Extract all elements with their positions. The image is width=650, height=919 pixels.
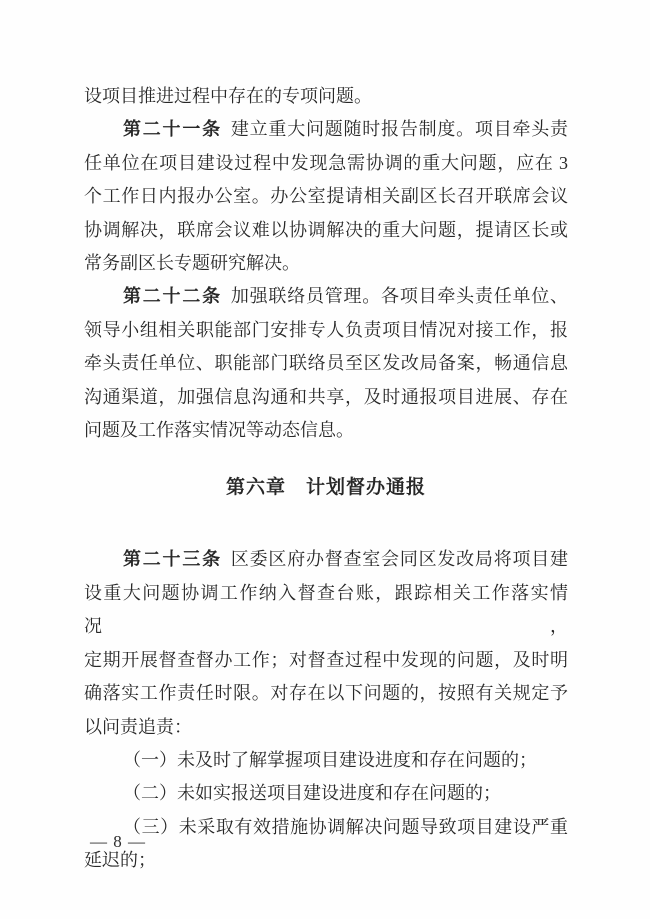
line-text: 沟通渠道，加强信息沟通和共享，及时通报项目进展、存在 xyxy=(84,386,568,407)
line-text: 个工作日内报办公室。办公室提请相关副区长召开联席会议 xyxy=(84,186,568,207)
article-label: 第二十一条 xyxy=(123,119,222,140)
text-line xyxy=(84,180,568,213)
chapter-heading-text: 第六章 计划督办通报 xyxy=(225,477,426,499)
text-line xyxy=(84,247,568,280)
line-text: （三）未采取有效措施协调解决问题导致项目建设严重 xyxy=(123,816,568,837)
line-text: 设项目推进过程中存在的专项问题。 xyxy=(84,86,372,106)
line-text: 协调解决，联席会议难以协调解决的重大问题，提请区长或 xyxy=(84,219,568,240)
text-line xyxy=(84,844,568,877)
article-21-line xyxy=(84,113,568,146)
line-text: 任单位在项目建设过程中发现急需协调的重大问题，应在 3 xyxy=(84,152,568,173)
line-text: （二）未如实报送项目建设进度和存在问题的； xyxy=(123,783,501,804)
text-line xyxy=(84,147,568,180)
line-text: 定期开展督查督办工作；对督查过程中发现的问题，及时明 xyxy=(84,649,568,670)
list-item-2 xyxy=(84,777,568,810)
line-text: 设重大问题协调工作纳入督查台账，跟踪相关工作落实情况， xyxy=(84,582,568,637)
text-line xyxy=(84,644,568,677)
text-line xyxy=(84,414,568,447)
line-text: 常务副区长专题研究解决。 xyxy=(84,253,300,274)
list-item-1 xyxy=(84,744,568,777)
text-line xyxy=(84,80,568,113)
text-line xyxy=(84,347,568,380)
line-text: 建立重大问题随时报告制度。项目牵头责 xyxy=(230,119,569,140)
article-label: 第二十三条 xyxy=(123,549,222,570)
line-text: （一）未及时了解掌握项目建设进度和存在问题的； xyxy=(123,749,537,770)
text-line xyxy=(84,314,568,347)
text-line xyxy=(84,381,568,414)
text-line xyxy=(84,677,568,710)
document-body xyxy=(84,80,568,878)
line-text: 确落实工作责任时限。对存在以下问题的，按照有关规定予 xyxy=(84,683,568,704)
line-text: 领导小组相关职能部门安排专人负责项目情况对接工作，报 xyxy=(84,319,568,340)
text-line xyxy=(84,214,568,247)
line-text: 以问责追责： xyxy=(84,716,192,737)
chapter-heading xyxy=(84,471,568,504)
line-text: 问题及工作落实情况等动态信息。 xyxy=(84,420,354,441)
list-item-3 xyxy=(84,811,568,844)
text-line xyxy=(84,577,568,644)
page-number: — 8 — xyxy=(90,832,146,851)
line-text: 延迟的； xyxy=(84,850,156,871)
article-label: 第二十二条 xyxy=(123,286,222,307)
article-23-line xyxy=(84,543,568,576)
article-22-line xyxy=(84,280,568,313)
text-line xyxy=(84,711,568,744)
line-text: 牵头责任单位、职能部门联络员至区发改局备案，畅通信息 xyxy=(84,353,568,374)
line-text: 区委区府办督查室会同区发改局将项目建 xyxy=(230,549,569,570)
line-text: 加强联络员管理。各项目牵头责任单位、 xyxy=(230,286,569,307)
